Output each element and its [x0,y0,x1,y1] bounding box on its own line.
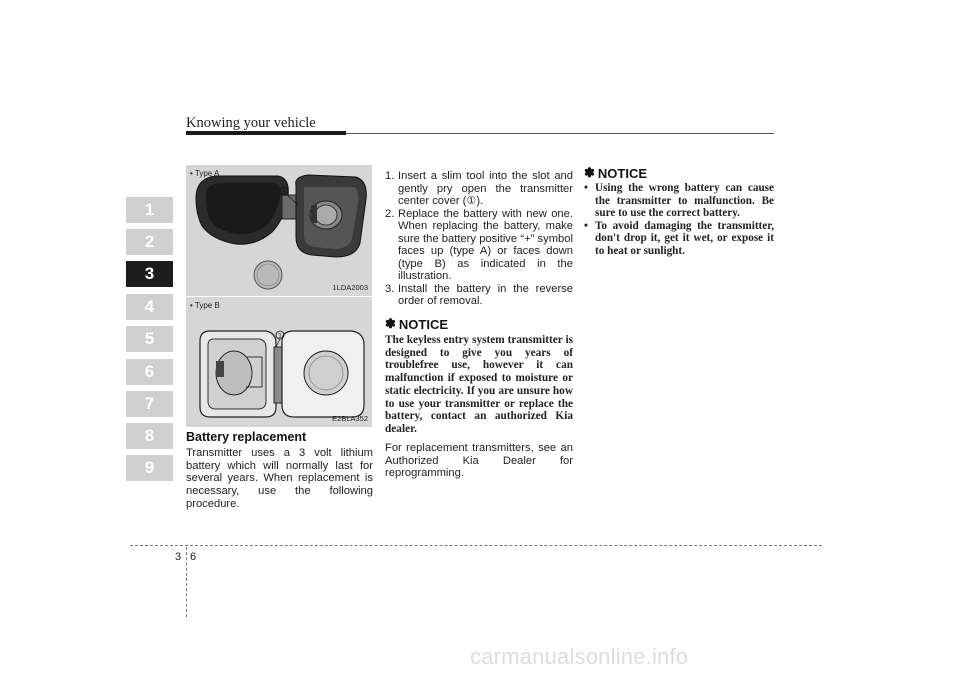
chapter-tab-6[interactable]: 6 [126,359,173,385]
list-item: • To avoid damaging the transmitter, don't drop it, get it wet, or expose it to heat or sunlight. [584,219,774,257]
notice-heading: ✽ NOTICE [385,316,449,332]
replacement-steps [385,170,573,308]
replacement-info: For replacement transmitters, see an Authorized Kia Dealer for reprogramming. [385,442,573,480]
chapter-tab-2[interactable]: 2 [126,229,173,255]
battery-replacement-body: Transmitter uses a 3 volt lithium battery which will normally last for several years. When replacement is necessary, use the following procedure. [186,447,373,510]
step-item: 2. Replace the battery with new one. When replacing the battery, make sure the battery positive “+” symbol faces up (type A) or faces down (type B) as indicated in the illustration. [385,207,573,282]
header-rule [346,133,774,134]
notice-heading: ✽ NOTICE [584,165,648,181]
chapter-tab-7[interactable]: 7 [126,391,173,417]
battery-replacement-heading: Battery replacement [186,430,307,444]
chapter-tab-5[interactable]: 5 [126,326,173,352]
chapter-tab-9[interactable]: 9 [126,455,173,481]
chapter-tab-1[interactable]: 1 [126,197,173,223]
figure-label: • Type B [190,301,220,310]
watermark: carmanualsonline.info [470,644,689,669]
chapter-tab-4[interactable]: 4 [126,294,173,320]
header-bar [186,131,346,135]
figure-code: E2BLA352 [332,414,368,423]
coin-battery [254,261,282,289]
notice-text: The keyless entry system transmitter is designed to give you years of troublefree use, however it can malfunction if exposed to moisture or static electricity. If you are unsure how to use your transmitter or replace the battery, contact an authorized Kia dealer. [385,334,573,435]
step-item: 3. Install the battery in the reverse order of removal. [385,282,573,307]
figure-type-b [186,297,372,427]
figure-code: 1LDA2003 [332,283,368,292]
transmitter-open-illustration [186,297,372,427]
footer-rule [130,545,822,546]
figure-label: • Type A [190,169,220,178]
figure-type-a [186,165,372,296]
notice-bullets [584,182,774,258]
step-item: 1. Insert a slim tool into the slot and gently pry open the transmitter center cover (①). [385,170,573,207]
header-title: Knowing your vehicle [186,115,316,131]
list-item: • Using the wrong battery can cause the transmitter to malfunction. Be sure to use the correct battery. [584,182,774,220]
chapter-tab-3[interactable]: 3 [126,261,173,287]
footer-divider [186,547,187,617]
transmitter-open-illustration [186,165,372,296]
coin-battery [304,351,348,395]
notice-star-icon: ✽ [385,316,396,331]
footer-page-number: 6 [190,551,197,563]
callout-1: 1 [282,189,286,196]
chapter-tab-8[interactable]: 8 [126,423,173,449]
notice-star-icon: ✽ [584,165,595,180]
callout-1: 1 [278,333,282,340]
footer-chapter-number: 3 [175,551,182,563]
